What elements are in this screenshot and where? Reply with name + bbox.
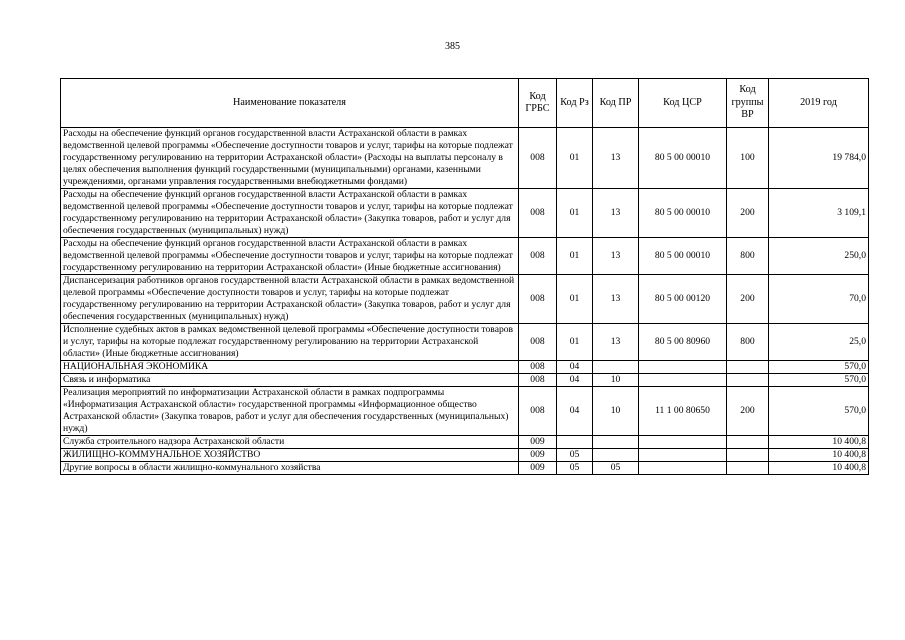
row-grbs: 008 xyxy=(519,374,557,387)
row-pr xyxy=(593,436,639,449)
row-name: НАЦИОНАЛЬНАЯ ЭКОНОМИКА xyxy=(61,361,519,374)
row-name: Расходы на обеспечение функций органов государственной власти Астраханской области в рамках ведомственной целевой программы «Обеспечение доступности товаров и услуг, тарифы на которые подлежат государственному регулированию на территории Астраханской области» (Закупка товаров, работ и услуг для обеспечения государственных (муниципальных) нужд) xyxy=(61,189,519,238)
row-name: Реализация мероприятий по информатизации Астраханской области в рамках подпрограммы «Информатизация Астраханской области» государственной программы «Информационное общество Астраханской области» (Закупка товаров, работ и услуг для обеспечения государственных (муниципальных) нужд) xyxy=(61,387,519,436)
row-csr xyxy=(639,449,727,462)
row-pr xyxy=(593,361,639,374)
header-year: 2019 год xyxy=(769,79,869,128)
row-amount: 25,0 xyxy=(769,324,869,361)
row-rz: 04 xyxy=(557,374,593,387)
table-row xyxy=(61,238,869,275)
row-vr xyxy=(727,462,769,475)
header-grbs: Код ГРБС xyxy=(519,79,557,128)
table-header-row xyxy=(61,79,869,128)
row-csr xyxy=(639,361,727,374)
row-vr xyxy=(727,374,769,387)
row-grbs: 008 xyxy=(519,324,557,361)
table-row xyxy=(61,361,869,374)
table-row xyxy=(61,387,869,436)
row-name: Диспансеризация работников органов государственной власти Астраханской области в рамках ведомственной целевой программы «Обеспечение доступности товаров и услуг, тарифы на которые подлежат государственному регулированию на территории Астраханской области» (Закупка товаров, работ и услуг для обеспечения государственных (муниципальных) нужд) xyxy=(61,275,519,324)
table-row xyxy=(61,462,869,475)
row-csr xyxy=(639,374,727,387)
row-pr: 13 xyxy=(593,238,639,275)
row-name: Расходы на обеспечение функций органов государственной власти Астраханской области в рамках ведомственной целевой программы «Обеспечение доступности товаров и услуг, тарифы на которые подлежат государственному регулированию на территории Астраханской области» (Иные бюджетные ассигнования) xyxy=(61,238,519,275)
row-pr: 13 xyxy=(593,324,639,361)
row-amount: 570,0 xyxy=(769,387,869,436)
row-grbs: 008 xyxy=(519,189,557,238)
row-amount: 570,0 xyxy=(769,361,869,374)
row-name: Другие вопросы в области жилищно-коммунального хозяйства xyxy=(61,462,519,475)
row-vr xyxy=(727,449,769,462)
row-csr: 80 5 00 00010 xyxy=(639,238,727,275)
row-csr xyxy=(639,436,727,449)
budget-table xyxy=(60,78,869,475)
table-row xyxy=(61,189,869,238)
row-csr xyxy=(639,462,727,475)
row-rz: 01 xyxy=(557,275,593,324)
header-pr: Код ПР xyxy=(593,79,639,128)
header-rz: Код Рз xyxy=(557,79,593,128)
row-vr xyxy=(727,361,769,374)
row-rz: 05 xyxy=(557,462,593,475)
row-grbs: 009 xyxy=(519,436,557,449)
row-pr: 13 xyxy=(593,189,639,238)
row-grbs: 008 xyxy=(519,387,557,436)
row-vr: 800 xyxy=(727,238,769,275)
row-grbs: 009 xyxy=(519,462,557,475)
row-pr: 13 xyxy=(593,128,639,189)
row-vr: 200 xyxy=(727,275,769,324)
row-grbs: 008 xyxy=(519,238,557,275)
row-pr: 10 xyxy=(593,387,639,436)
row-rz: 01 xyxy=(557,238,593,275)
table-row xyxy=(61,275,869,324)
row-amount: 10 400,8 xyxy=(769,449,869,462)
row-vr: 200 xyxy=(727,189,769,238)
row-amount: 19 784,0 xyxy=(769,128,869,189)
page-number: 385 xyxy=(445,41,460,52)
row-pr: 10 xyxy=(593,374,639,387)
header-name: Наименование показателя xyxy=(61,79,519,128)
row-grbs: 009 xyxy=(519,449,557,462)
row-grbs: 008 xyxy=(519,361,557,374)
row-grbs: 008 xyxy=(519,128,557,189)
table-row xyxy=(61,324,869,361)
row-csr: 80 5 00 00120 xyxy=(639,275,727,324)
row-rz: 04 xyxy=(557,361,593,374)
table-row xyxy=(61,449,869,462)
row-name: ЖИЛИЩНО-КОММУНАЛЬНОЕ ХОЗЯЙСТВО xyxy=(61,449,519,462)
table-row xyxy=(61,436,869,449)
row-rz: 01 xyxy=(557,128,593,189)
row-vr: 100 xyxy=(727,128,769,189)
row-name: Связь и информатика xyxy=(61,374,519,387)
row-csr: 80 5 00 00010 xyxy=(639,189,727,238)
row-vr xyxy=(727,436,769,449)
row-vr: 800 xyxy=(727,324,769,361)
row-amount: 250,0 xyxy=(769,238,869,275)
row-csr: 11 1 00 80650 xyxy=(639,387,727,436)
row-grbs: 008 xyxy=(519,275,557,324)
row-name: Служба строительного надзора Астраханской области xyxy=(61,436,519,449)
row-amount: 70,0 xyxy=(769,275,869,324)
row-rz: 04 xyxy=(557,387,593,436)
table-row xyxy=(61,374,869,387)
row-amount: 3 109,1 xyxy=(769,189,869,238)
row-rz xyxy=(557,436,593,449)
row-amount: 570,0 xyxy=(769,374,869,387)
row-name: Расходы на обеспечение функций органов государственной власти Астраханской области в рамках ведомственной целевой программы «Обеспечение доступности товаров и услуг, тарифы на которые подлежат государственному регулированию на территории Астраханской области» (Расходы на выплаты персоналу в целях обеспечения выполнения функций государственными (муниципальными) органами, казенными учреждениями, органами управления государственными внебюджетными фондами) xyxy=(61,128,519,189)
row-vr: 200 xyxy=(727,387,769,436)
table-row xyxy=(61,128,869,189)
row-pr: 13 xyxy=(593,275,639,324)
row-rz: 05 xyxy=(557,449,593,462)
header-vr: Код группы ВР xyxy=(727,79,769,128)
row-csr: 80 5 00 80960 xyxy=(639,324,727,361)
row-amount: 10 400,8 xyxy=(769,436,869,449)
row-csr: 80 5 00 00010 xyxy=(639,128,727,189)
row-pr xyxy=(593,449,639,462)
header-csr: Код ЦСР xyxy=(639,79,727,128)
row-rz: 01 xyxy=(557,324,593,361)
row-name: Исполнение судебных актов в рамках ведомственной целевой программы «Обеспечение доступности товаров и услуг, тарифы на которые подлежат государственному регулированию на территории Астраханской области» (Иные бюджетные ассигнования) xyxy=(61,324,519,361)
row-amount: 10 400,8 xyxy=(769,462,869,475)
row-pr: 05 xyxy=(593,462,639,475)
row-rz: 01 xyxy=(557,189,593,238)
